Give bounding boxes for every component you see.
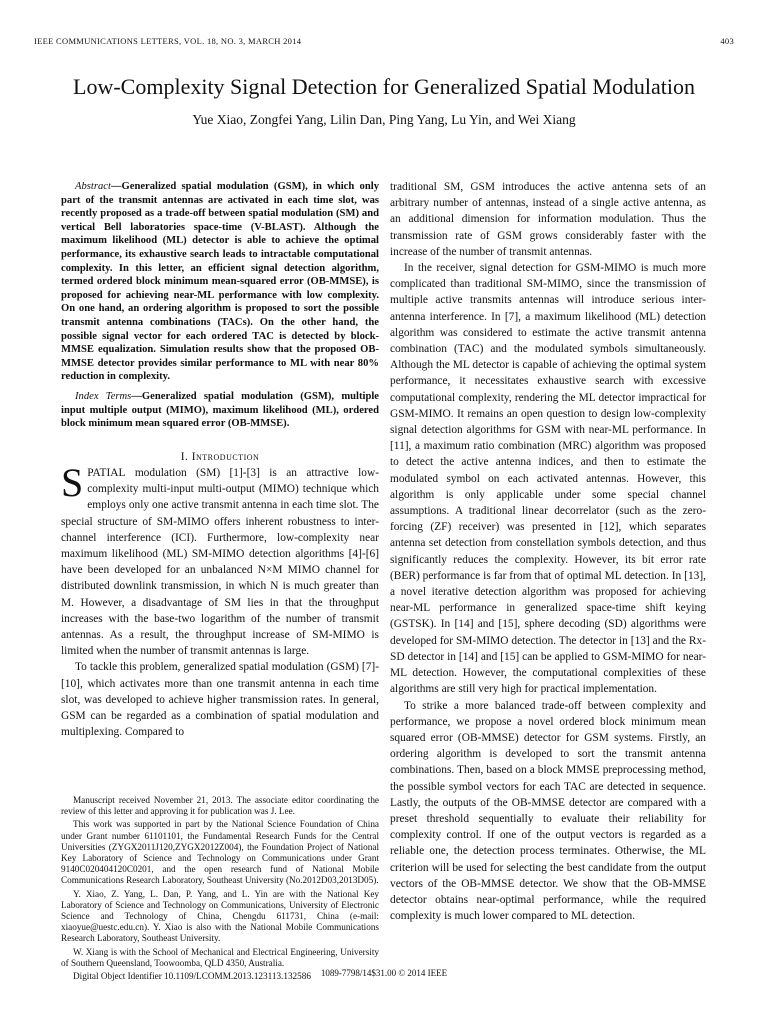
paper-title: Low-Complexity Signal Detection for Generalized Spatial Modulation (73, 74, 695, 99)
section-number: I. (180, 450, 189, 463)
footnote: W. Xiang is with the School of Mechanical and Electrical Engineering, University of Southern Queensland, Toowoomba, QLD 4350, Australia. (61, 946, 379, 968)
footnotes (61, 795, 379, 984)
index-terms-text: —Generalized spatial modulation (GSM), multiple input multiple output (MIMO), maximum likelihood (ML), ordered block minimum mean squared error (OB-MMSE). (61, 390, 379, 430)
intro-first-word: PATIAL (87, 466, 126, 479)
intro-paragraph-1-text: modulation (SM) [1]-[3] is an attractive low-complexity multi-input multi-output (MIMO) technique which employs only one active transmit antenna in each time slot. The special structure of SM-MIMO offers inherent robustness to inter-channel interference (ICI). Furthermore, low-complexity near maximum likelihood (ML) SM-MIMO detection algorithms [4]-[6] have been developed for an unbalanced N×M MIMO channel for distributed downlink transmission, in which N is much greater than M. However, a disadvantage of SM lies in that the throughput increases with the base-two logarithm of the number of transmit antennas. As a result, the throughput increase of SM-MIMO is limited when the number of transmit antennas is large. (61, 466, 379, 658)
abstract (61, 180, 379, 384)
copyright-footer: 1089-7798/14$31.00 © 2014 IEEE (320, 968, 448, 978)
intro-paragraph-1 (61, 459, 379, 659)
left-column (61, 180, 379, 740)
running-header (34, 36, 734, 50)
body-paragraph: To strike a more balanced trade-off between complexity and performance, we propose a novel ordered block minimum mean squared error (OB-MMSE) detector for GSM systems. Firstly, an ordering algorithm is developed to sort the transmit antenna combinations. Then, based on a block MMSE preprocessing method, the possible symbol vectors for each TAC are detected in sequence. Lastly, the outputs of the OB-MMSE detector are compared with a preset threshold sequentially to evaluate their reliability for complexity control. If one of the output vectors is regarded as a reliable one, the detection process terminates. Otherwise, the ML criterion will be used for selecting the best candidate from the output vectors of the OB-MMSE detector. We show that the OB-MMSE detector obtains near-optimal performance, while the required complexity is much lower compared to ML detection. (390, 699, 706, 923)
section-heading (61, 449, 379, 465)
footnote: Manuscript received November 21, 2013. The associate editor coordinating the review of this letter and approving it for publication was J. Lee. (61, 795, 379, 817)
drop-cap: S (61, 459, 84, 505)
author-list: Yue Xiao, Zongfei Yang, Lilin Dan, Ping Yang, Lu Yin, and Wei Xiang (192, 112, 576, 127)
abstract-lead: Abstract (75, 181, 111, 192)
body-paragraph: In the receiver, signal detection for GSM-MIMO is much more complicated than traditional SM-MIMO, since the transmission of multiple active transmits antennas will introduce serious inter-antenna interference. In [7], a maximum likelihood (ML) detection algorithm was considered to estimate the active transmit antenna combination (TAC) and the modulated symbols simultaneously. Although the ML detector is capable of achieving the optimal system performance, it necessitates exhaustive search with excessive computational complexity, rendering the ML detector impractical for GSM-MIMO. It remains an open question to design low-complexity signal detection algorithms for GSM with near-ML performance. In [11], a maximum ratio combination (MRC) algorithm was proposed to detect the active antenna indices, and then to estimate the modulated symbol on each activated antennas. However, this algorithm is only applicable under some special channel assumptions. A traditional linear decorrelator (such as the zero-forcing (ZF) receiver) was presented in [12], which separates antenna set detection from constellation symbols detection, and thus significantly reduces the complexity. However, its bit error rate (BER) performance is far from that of optimal ML detection. In [13], a novel iterative detection algorithm was proposed for achieving near-ML performance in generalized space-time shift keying (GSTSK). In [14] and [15], sphere decoding (SD) algorithms were developed for SM-MIMO detection. The detector in [13] and the Rx-SD detector in [14] and [15] can be applied to GSM-MIMO for near-ML detection. However, the computational complexities of these algorithms are still very high for practical implementation. (390, 262, 706, 696)
intro-paragraph-2: To tackle this problem, generalized spatial modulation (GSM) [7]-[10], which activates more than one transmit antenna in each time slot, was developed to achieve higher transmission rates. In general, GSM can be regarded as a combination of spatial modulation and multiplexing. Compared to (61, 661, 379, 739)
section-name: Introduction (191, 450, 260, 463)
footnote: Y. Xiao, Z. Yang, L. Dan, P. Yang, and L. Yin are with the National Key Laboratory of Science and Technology on Communications, University of Electronic Science and Technology of China, Chengdu 611731, China (e-mail: xiaoyue@uestc.edu.cn). Y. Xiao is also with the National Mobile Communications Research Laboratory, Southeast University. (61, 888, 379, 944)
index-terms (61, 390, 379, 431)
page-number: 403 (720, 36, 734, 46)
index-terms-lead: Index Terms (75, 390, 132, 402)
footnote: This work was supported in part by the National Science Foundation of China under Grant number 61101101, the Fundamental Research Funds for the Central Universities (ZYGX2011J120,ZYGX2012Z004), the Foundation Project of National Key Laboratory of Science and Technology on Communications under Grant 9140C020404120C0201, and the open research fund of National Mobile Communications Research Laboratory, Southeast University (No.2012D03,2013D05). (61, 819, 379, 886)
journal-name: IEEE COMMUNICATIONS LETTERS, VOL. 18, NO. 3, MARCH 2014 (34, 36, 302, 46)
body-paragraph: traditional SM, GSM introduces the active antenna sets of an arbitrary number of antennas, instead of a single active antenna, as an additional dimension for information modulation. Thus the transmission rate of GSM grows considerably faster with the increase of the number of transmit antennas. (390, 181, 706, 258)
footnote: Digital Object Identifier 10.1109/LCOMM.2013.123113.132586 (73, 971, 311, 982)
right-column (390, 179, 706, 924)
abstract-text: —Generalized spatial modulation (GSM), in which only part of the transmit antennas are activated in each time slot, was recently proposed as a trade-off between spatial modulation (SM) and vertical Bell laboratories space-time (V-BLAST). Although the maximum likelihood (ML) detector is able to achieve the optimal performance, its exhaustive search leads to intractable computational complexity. In this letter, an efficient signal detection algorithm, termed ordered block minimum mean-squared error (OB-MMSE), is proposed for achieving near-ML performance with low complexity. On one hand, an ordering algorithm is proposed to sort the possible transmit antenna combinations (TACs). On the other hand, the possible signal vector for each ordered TAC is detected by block-MMSE equalization. Simulation results show that the proposed OB-MMSE detector provides similar performance to ML with near 80% reduction in complexity. (61, 181, 379, 383)
